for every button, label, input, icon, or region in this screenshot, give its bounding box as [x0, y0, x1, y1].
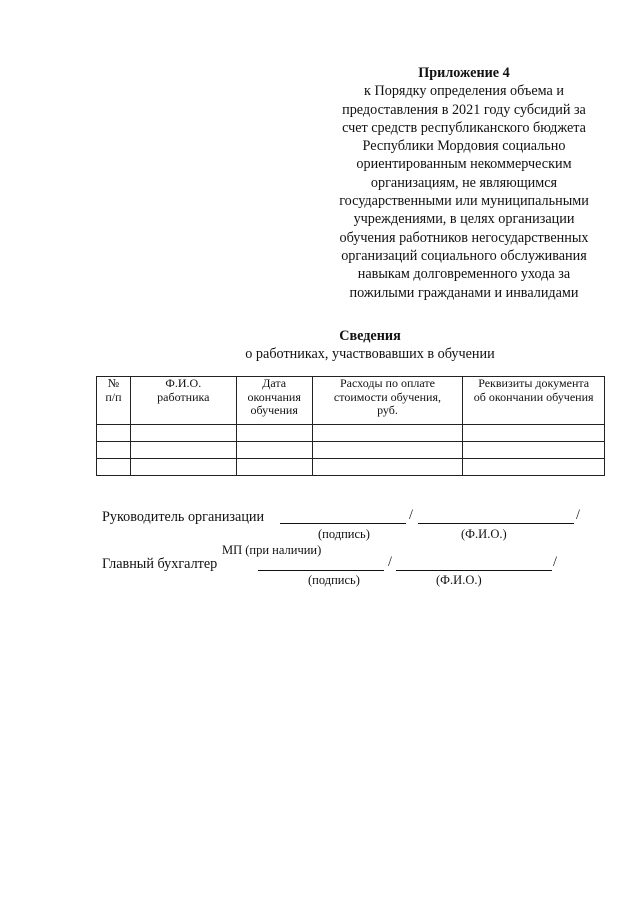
- header-line: об окончании обучения: [473, 389, 594, 404]
- header-line: обучения: [250, 403, 298, 417]
- header-line: руб.: [377, 403, 398, 417]
- head-label: Руководитель организации: [102, 509, 265, 525]
- head-signature-line[interactable]: [280, 523, 406, 524]
- header-line: окончания: [247, 389, 301, 404]
- table-cell[interactable]: [312, 459, 463, 476]
- table-cell[interactable]: [463, 442, 605, 459]
- annex-line: к Порядку определения объема и: [364, 83, 564, 100]
- table-cell[interactable]: [130, 425, 236, 442]
- document-subtitle: о работниках, участвовавших в обучении: [245, 346, 495, 362]
- workers-table: [96, 376, 605, 476]
- head-sign-caption: (подпись): [318, 527, 370, 541]
- document-heading: [200, 327, 540, 363]
- separator-slash: /: [553, 554, 557, 570]
- header-line: Ф.И.О.: [165, 376, 202, 390]
- table-cell[interactable]: [312, 442, 463, 459]
- accountant-name-caption: (Ф.И.О.): [436, 573, 482, 587]
- header-line: Дата: [262, 376, 287, 390]
- table-cell[interactable]: [130, 459, 236, 476]
- table-cell[interactable]: [236, 459, 312, 476]
- accountant-label: Главный бухгалтер: [102, 556, 218, 572]
- table-header-row: [97, 377, 605, 425]
- table-body: [97, 425, 605, 476]
- column-header-name: [130, 377, 236, 425]
- annex-line: организациям, не являющимся: [370, 174, 558, 191]
- table-cell[interactable]: [236, 425, 312, 442]
- header-line: Реквизиты документа: [478, 376, 590, 390]
- annex-line: организаций социального обслуживания: [341, 247, 587, 264]
- header-line: работника: [157, 389, 210, 404]
- annex-line: Республики Мордовия социально: [362, 138, 566, 155]
- separator-slash: /: [409, 507, 413, 523]
- head-name-caption: (Ф.И.О.): [461, 527, 507, 541]
- header-line: Расходы по оплате: [339, 376, 435, 390]
- annex-block: [318, 64, 610, 302]
- header-line: п/п: [105, 389, 122, 404]
- header-line: стоимости обучения,: [333, 389, 441, 404]
- accountant-signature-line[interactable]: [258, 570, 384, 571]
- column-header-expenses: [312, 377, 463, 425]
- table-cell[interactable]: [236, 442, 312, 459]
- column-header-date: [236, 377, 312, 425]
- table-cell[interactable]: [130, 442, 236, 459]
- accountant-name-line[interactable]: [396, 570, 552, 571]
- table-cell[interactable]: [97, 425, 131, 442]
- head-name-line[interactable]: [418, 523, 574, 524]
- annex-line: навыкам долговременного ухода за: [357, 266, 571, 283]
- header-line: №: [107, 376, 120, 390]
- annex-title: Приложение 4: [418, 65, 510, 81]
- separator-slash: /: [576, 507, 580, 523]
- table-row: [97, 459, 605, 476]
- annex-line: пожилыми гражданами и инвалидами: [349, 284, 579, 301]
- annex-line: счет средств республиканского бюджета: [342, 119, 586, 136]
- column-header-document: [463, 377, 605, 425]
- table-cell[interactable]: [312, 425, 463, 442]
- document-title: Сведения: [339, 328, 401, 344]
- accountant-sign-caption: (подпись): [308, 573, 360, 587]
- annex-line: государственными или муниципальными: [339, 193, 589, 210]
- table-row: [97, 425, 605, 442]
- annex-line: предоставления в 2021 году субсидий за: [342, 101, 586, 118]
- table-cell[interactable]: [97, 459, 131, 476]
- table-cell[interactable]: [463, 459, 605, 476]
- stamp-caption: МП (при наличии): [222, 543, 322, 557]
- table-cell[interactable]: [97, 442, 131, 459]
- annex-line: обучения работников негосударственных: [339, 229, 589, 246]
- table-row: [97, 442, 605, 459]
- separator-slash: /: [388, 554, 392, 570]
- annex-line: учреждениями, в целях организации: [353, 211, 575, 228]
- column-header-number: [97, 377, 131, 425]
- annex-line: ориентированным некоммерческим: [356, 156, 572, 173]
- table-cell[interactable]: [463, 425, 605, 442]
